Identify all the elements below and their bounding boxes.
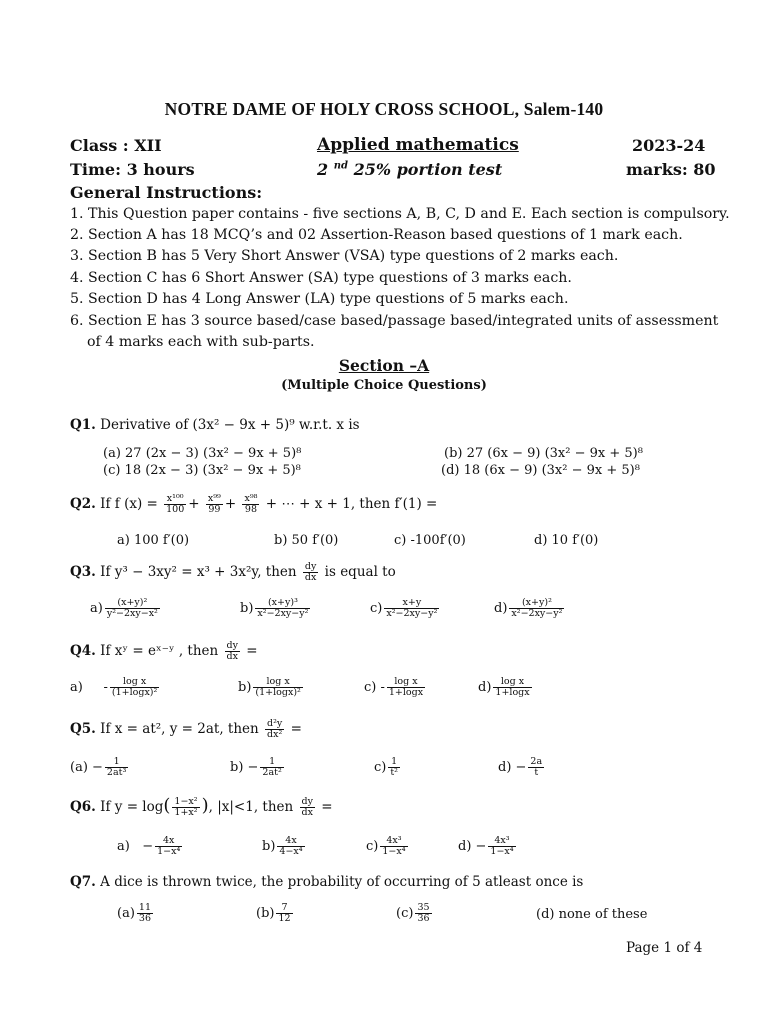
q6-option-b: b) $\frac{4x}{\text{4−x⁴}}$: [262, 835, 303, 857]
q3-option-c: c) $\frac{x+y}{\text{x²−2xy−y²}}$: [370, 597, 438, 619]
subject-title: Applied mathematics: [317, 135, 519, 155]
q3-option-d: d) $\frac{\text{(x+y)²}}{\text{x²−2xy−y²}}$: [494, 597, 563, 619]
section-subtitle: (Multiple Choice Questions): [281, 378, 487, 393]
page-number: Page 1 of 4: [626, 940, 703, 956]
class-label: Class : XII: [70, 136, 162, 155]
instruction-item: of 4 marks each with sub-parts.: [87, 334, 315, 350]
q5-option-c: c) $\frac{1}{\text{t²}}$: [374, 756, 398, 778]
question-7: Q7. A dice is thrown twice, the probability of occurring of 5 atleast once is: [70, 874, 584, 890]
instruction-item: 2. Section A has 18 MCQ’s and 02 Assertion-Reason based questions of 1 mark each.: [70, 227, 683, 243]
instructions-heading: General Instructions:: [70, 183, 263, 202]
q7-option-a: (a) $\frac{11}{36}$: [117, 902, 151, 924]
q1-option-d: (d) 18 (6x − 9) (3x² − 9x + 5)⁸: [441, 463, 640, 478]
question-4: Q4. If xʸ = eˣ⁻ʸ , then $\frac{dy}{dx}$ =: [70, 640, 258, 662]
instruction-item: 4. Section C has 6 Short Answer (SA) type questions of 3 marks each.: [70, 270, 572, 286]
q6-option-d: d) − $\frac{\text{4x³}}{\text{1−x⁴}}$: [458, 835, 514, 857]
q1-option-b: (b) 27 (6x − 9) (3x² − 9x + 5)⁸: [444, 446, 643, 461]
section-title: Section –A: [338, 356, 430, 375]
test-title: 2 $^{nd}$ 25% portion test: [317, 160, 503, 179]
q4-option-a: a) - $\frac{\text{log x}}{\text{(1+logx)²}}$: [70, 676, 158, 698]
academic-year: 2023-24: [632, 136, 706, 155]
q7-option-c: (c) $\frac{35}{36}$: [396, 902, 430, 924]
q1-option-a: (a) 27 (2x − 3) (3x² − 9x + 5)⁸: [103, 446, 302, 461]
q2-option-a: a) 100 f′(0): [117, 533, 190, 548]
q3-option-b: b) $\frac{\text{(x+y)³}}{\text{x²−2xy−y²}}$: [240, 597, 309, 619]
question-1: Q1. Derivative of (3x² − 9x + 5)⁹ w.r.t. x is: [70, 417, 360, 433]
q4-option-d: d) $\frac{\text{log x}}{1+\log x}$: [478, 676, 530, 698]
q7-option-b: (b) $\frac{7}{12}$: [256, 902, 291, 924]
question-2: Q2. If f (x) = $\frac{\text{x¹⁰⁰}}{100}$ + $\frac{\text{x⁹⁹}}{99}$ + $\frac{\text{x⁹⁸}}{98}$ + ⋯ + x + 1, then f′(1) =: [70, 493, 438, 515]
instruction-item: 6. Section E has 3 source based/case based/passage based/integrated units of assessment: [70, 313, 719, 329]
q4-option-b: b) $\frac{\text{log x}}{\text{(1+logx)²}}$: [238, 676, 301, 698]
q3-option-a: a) $\frac{\text{(x+y)²}}{\text{y²−2xy−x²}}$: [90, 597, 158, 619]
marks-label: marks: 80: [626, 160, 716, 179]
q1-option-c: (c) 18 (2x − 3) (3x² − 9x + 5)⁸: [103, 463, 301, 478]
q6-option-c: c) $\frac{\text{4x³}}{\text{1−x⁴}}$: [366, 835, 406, 857]
q5-option-a: (a) − $\frac{1}{\text{2at³}}$: [70, 756, 127, 778]
q7-option-d: (d) none of these: [536, 907, 648, 922]
instruction-item: 1. This Question paper contains - five sections A, B, C, D and E. Each section is compulsory.: [70, 206, 730, 222]
q5-option-b: b) − $\frac{1}{\text{2at²}}$: [230, 756, 282, 778]
q6-option-a: a) − $\frac{4x}{\text{1−x⁴}}$: [117, 835, 181, 857]
time-label: Time: 3 hours: [70, 160, 195, 179]
question-5: Q5. If x = at², y = 2at, then $\frac{\text{d²y}}{\text{dx²}}$ =: [70, 718, 302, 740]
q2-option-b: b) 50 f′(0): [274, 533, 339, 548]
school-name: NOTRE DAME OF HOLY CROSS SCHOOL, Salem-140: [164, 99, 604, 119]
question-3: Q3. If y³ − 3xy² = x³ + 3x²y, then $\frac{dy}{dx}$ is equal to: [70, 561, 396, 583]
instruction-item: 5. Section D has 4 Long Answer (LA) type questions of 5 marks each.: [70, 291, 569, 307]
instruction-item: 3. Section B has 5 Very Short Answer (VSA) type questions of 2 marks each.: [70, 248, 619, 264]
q4-option-c: c) - $\frac{\text{log x}}{1+\log x}$: [364, 676, 424, 698]
q5-option-d: d) − $\frac{2a}{t}$: [498, 756, 543, 778]
q2-option-d: d) 10 f′(0): [534, 533, 599, 548]
question-6: Q6. If y = log( $\frac{\text{1−x²}}{\text{1+x²}}$ ), |x|<1, then $\frac{dy}{dx}$ =: [70, 795, 333, 818]
q2-option-c: c) -100f′(0): [394, 533, 466, 548]
